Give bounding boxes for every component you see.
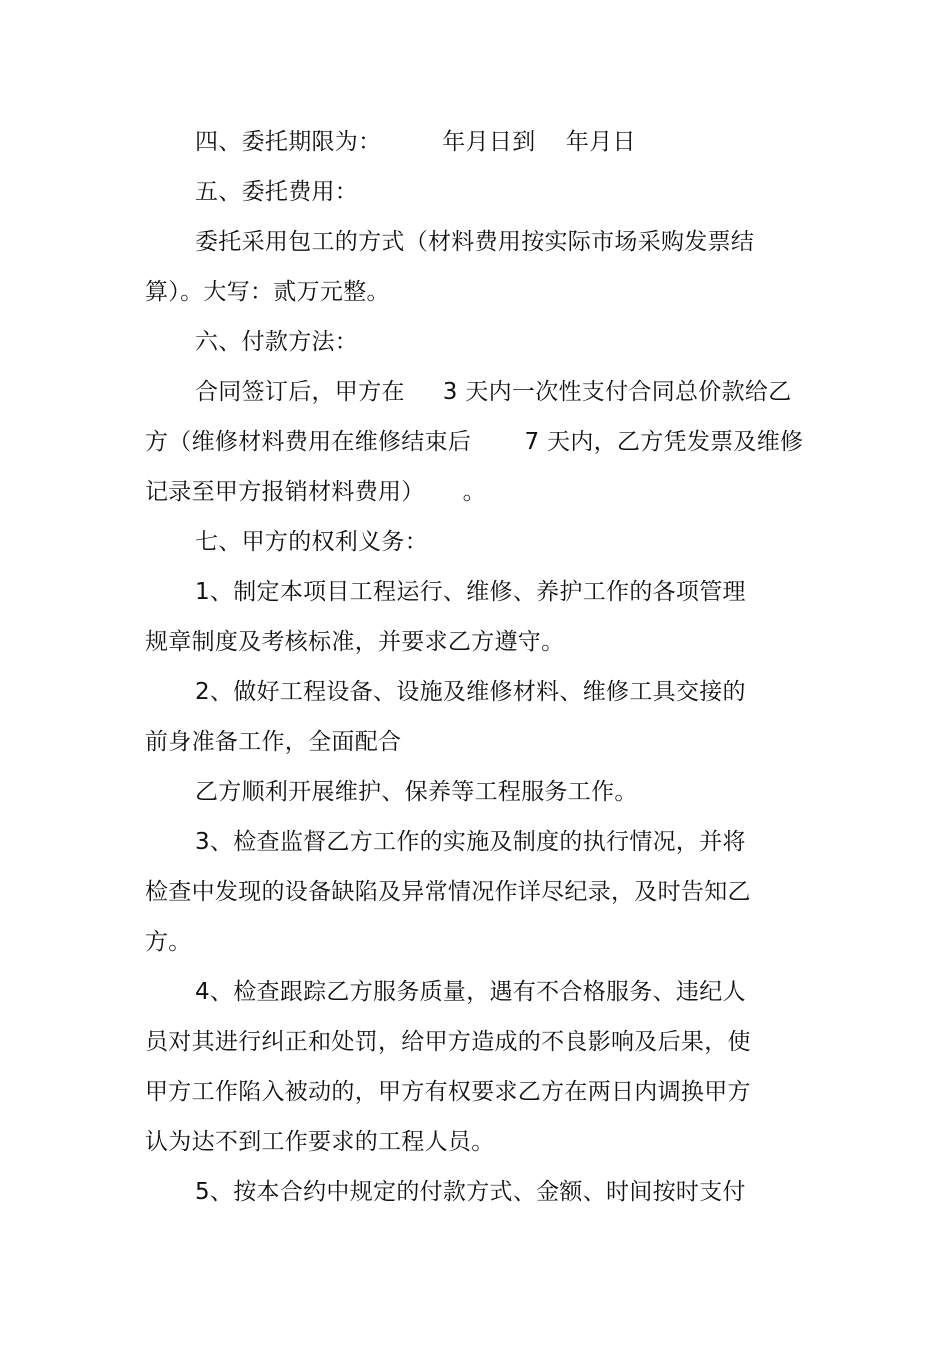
clause-4-term: 四、委托期限为： 年月日到 年月日 (195, 129, 636, 155)
clause-7-heading: 七、甲方的权利义务： (195, 529, 428, 555)
item-3-line-1: 3、检查监督乙方工作的实施及制度的执行情况，并将 (195, 829, 746, 855)
clause-5-heading: 五、委托费用： (195, 179, 359, 205)
clause-6-text-line-1: 合同签订后，甲方在 3 天内一次性支付合同总价款给乙 (195, 379, 792, 405)
clause-5-text-line-1: 委托采用包工的方式（材料费用按实际市场采购发票结 (195, 229, 755, 255)
item-4-line-3: 甲方工作陷入被动的，甲方有权要求乙方在两日内调换甲方 (145, 1079, 751, 1105)
clause-6-text-line-3: 记录至甲方报销材料费用） 。 (145, 479, 486, 505)
clause-5-text-line-2: 算）。大写：贰万元整。 (145, 279, 390, 305)
item-4-line-1: 4、检查跟踪乙方服务质量，遇有不合格服务、违纪人 (195, 979, 746, 1005)
item-2-line-1: 2、做好工程设备、设施及维修材料、维修工具交接的 (195, 679, 746, 705)
item-3-line-3: 方。 (145, 929, 192, 955)
item-1-line-2: 规章制度及考核标准，并要求乙方遵守。 (145, 629, 565, 655)
item-1-line-1: 1、制定本项目工程运行、维修、养护工作的各项管理 (195, 579, 746, 605)
item-3-line-2: 检查中发现的设备缺陷及异常情况作详尽纪录，及时告知乙 (145, 879, 751, 905)
clause-6-text-line-2: 方（维修材料费用在维修结束后 7 天内，乙方凭发票及维修 (145, 429, 804, 455)
item-5-line-1: 5、按本合约中规定的付款方式、金额、时间按时支付 (195, 1179, 746, 1205)
item-4-line-4: 认为达不到工作要求的工程人员。 (145, 1129, 495, 1155)
clause-6-heading: 六、付款方法： (195, 329, 359, 355)
item-2-line-3: 乙方顺利开展维护、保养等工程服务工作。 (195, 779, 638, 805)
item-2-line-2: 前身准备工作，全面配合 (145, 729, 402, 755)
item-4-line-2: 员对其进行纠正和处罚，给甲方造成的不良影响及后果，使 (145, 1029, 751, 1055)
